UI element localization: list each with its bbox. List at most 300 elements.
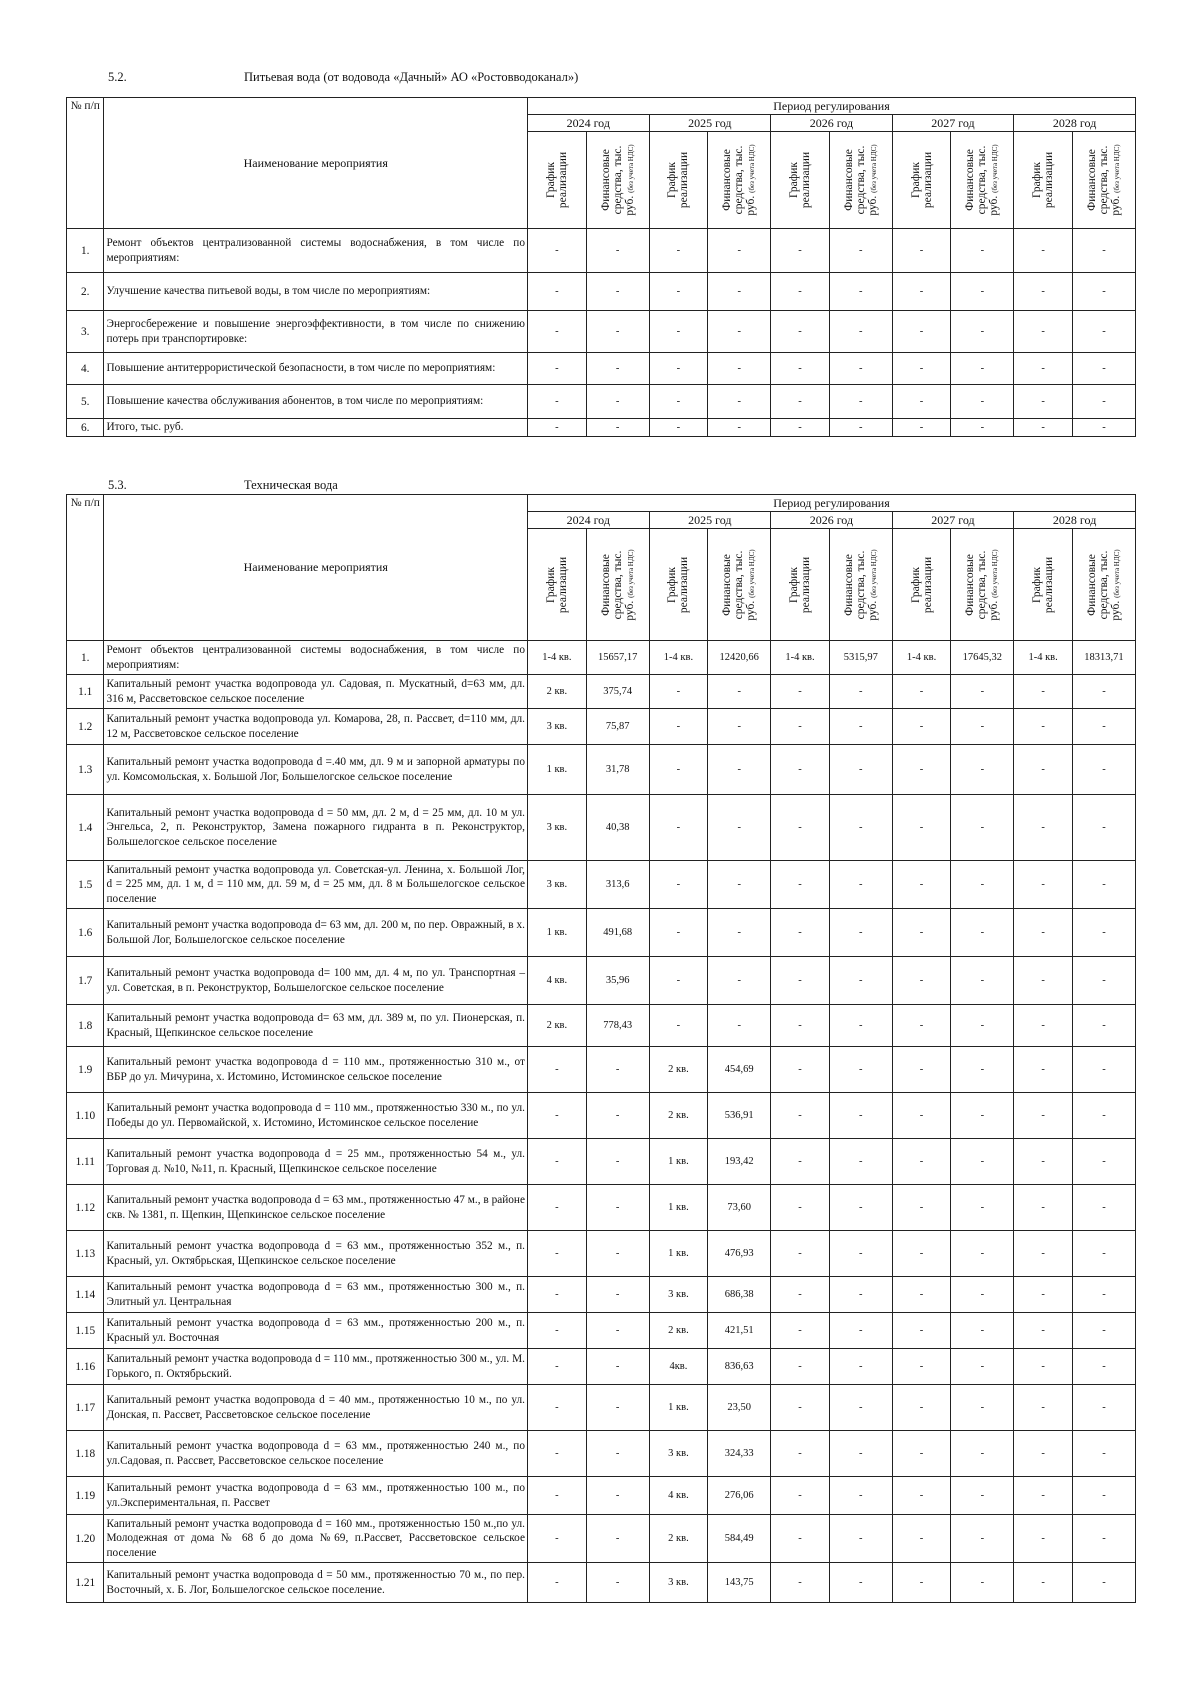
row-finance-cell: - bbox=[1072, 1277, 1135, 1313]
row-activity-name: Капитальный ремонт участка водопровода d= 63 мм, дл. 200 м, по пер. Овражный, в х. Большой Лог, Большелогское сельское поселение bbox=[104, 909, 528, 957]
finance-label-note: (без учета НДС) bbox=[748, 144, 757, 193]
row-schedule-cell: - bbox=[527, 1515, 586, 1563]
table-row bbox=[67, 385, 1136, 419]
column-header-schedule bbox=[527, 529, 586, 641]
row-finance-cell: - bbox=[951, 709, 1014, 745]
row-finance-cell: - bbox=[1072, 1563, 1135, 1603]
table-row bbox=[67, 861, 1136, 909]
row-finance-cell: - bbox=[1072, 1139, 1135, 1185]
row-finance-cell: 75,87 bbox=[586, 709, 649, 745]
row-finance-cell: - bbox=[951, 1093, 1014, 1139]
row-finance-cell: - bbox=[1072, 1431, 1135, 1477]
row-finance-cell: - bbox=[951, 745, 1014, 795]
row-schedule-cell: - bbox=[892, 311, 951, 353]
row-number: 1.8 bbox=[67, 1005, 104, 1047]
row-schedule-cell: - bbox=[527, 1047, 586, 1093]
row-finance-cell: - bbox=[1072, 709, 1135, 745]
row-schedule-cell: - bbox=[892, 419, 951, 437]
table-row bbox=[67, 1005, 1136, 1047]
row-finance-cell: - bbox=[708, 957, 771, 1005]
row-number: 1.6 bbox=[67, 909, 104, 957]
row-schedule-cell: - bbox=[1014, 1005, 1073, 1047]
row-number: 2. bbox=[67, 273, 104, 311]
row-activity-name: Капитальный ремонт участка водопровода d = 25 мм., протяженностью 54 м., ул. Торговая д. №10, №11, п. Красный, Щепкинское сельское поселение bbox=[104, 1139, 528, 1185]
row-schedule-cell: - bbox=[527, 1139, 586, 1185]
row-schedule-cell: 1 кв. bbox=[649, 1139, 708, 1185]
table-row bbox=[67, 1231, 1136, 1277]
row-schedule-cell: - bbox=[649, 311, 708, 353]
row-finance-cell: - bbox=[951, 1431, 1014, 1477]
row-schedule-cell: - bbox=[771, 273, 830, 311]
row-finance-cell: - bbox=[951, 1563, 1014, 1603]
row-schedule-cell: - bbox=[771, 861, 830, 909]
row-schedule-cell: - bbox=[1014, 861, 1073, 909]
row-number: 1.9 bbox=[67, 1047, 104, 1093]
section-number: 5.3. bbox=[108, 478, 127, 492]
row-schedule-cell: 1 кв. bbox=[527, 745, 586, 795]
row-finance-cell: - bbox=[1072, 795, 1135, 861]
row-finance-cell: - bbox=[951, 353, 1014, 385]
row-finance-cell: - bbox=[829, 1047, 892, 1093]
finance-label bbox=[600, 135, 636, 225]
finance-label-note: (без учета НДС) bbox=[991, 144, 1000, 193]
finance-label bbox=[721, 540, 757, 630]
column-header-finance bbox=[586, 529, 649, 641]
section-title: Техническая вода bbox=[244, 478, 338, 492]
row-finance-cell: - bbox=[951, 385, 1014, 419]
row-finance-cell: - bbox=[829, 1431, 892, 1477]
row-finance-cell: - bbox=[586, 1047, 649, 1093]
row-schedule-cell: 2 кв. bbox=[649, 1047, 708, 1093]
row-finance-cell: - bbox=[829, 273, 892, 311]
row-schedule-cell: - bbox=[771, 909, 830, 957]
technical-water-table bbox=[66, 494, 1136, 1603]
table-row bbox=[67, 795, 1136, 861]
row-schedule-cell: - bbox=[892, 1385, 951, 1431]
row-schedule-cell: - bbox=[892, 1231, 951, 1277]
row-finance-cell: - bbox=[1072, 1005, 1135, 1047]
row-schedule-cell: 4 кв. bbox=[527, 957, 586, 1005]
row-finance-cell: - bbox=[951, 1385, 1014, 1431]
row-number: 1.12 bbox=[67, 1185, 104, 1231]
row-schedule-cell: - bbox=[771, 1005, 830, 1047]
row-finance-cell: 324,33 bbox=[708, 1431, 771, 1477]
row-finance-cell: - bbox=[586, 229, 649, 273]
row-finance-cell: - bbox=[708, 385, 771, 419]
row-number: 1.7 bbox=[67, 957, 104, 1005]
row-number: 1.20 bbox=[67, 1515, 104, 1563]
finance-label bbox=[964, 540, 1000, 630]
row-finance-cell: - bbox=[1072, 1231, 1135, 1277]
row-schedule-cell: - bbox=[892, 1093, 951, 1139]
row-finance-cell: - bbox=[586, 1139, 649, 1185]
row-activity-name: Капитальный ремонт участка водопровода d = 63 мм., протяженностью 240 м., по ул.Садовая, п. Рассвет, Рассветовское сельское поселение bbox=[104, 1431, 528, 1477]
row-finance-cell: 584,49 bbox=[708, 1515, 771, 1563]
finance-label bbox=[600, 540, 636, 630]
row-schedule-cell: - bbox=[1014, 1313, 1073, 1349]
row-finance-cell: - bbox=[951, 1349, 1014, 1385]
row-finance-cell: - bbox=[951, 1231, 1014, 1277]
row-schedule-cell: - bbox=[892, 709, 951, 745]
row-finance-cell: - bbox=[1072, 1185, 1135, 1231]
row-finance-cell: - bbox=[586, 1431, 649, 1477]
row-schedule-cell: - bbox=[649, 957, 708, 1005]
row-schedule-cell: - bbox=[649, 675, 708, 709]
row-number: 1.14 bbox=[67, 1277, 104, 1313]
row-schedule-cell: - bbox=[771, 311, 830, 353]
row-finance-cell: 836,63 bbox=[708, 1349, 771, 1385]
row-schedule-cell: - bbox=[649, 385, 708, 419]
row-finance-cell: - bbox=[586, 1477, 649, 1515]
row-schedule-cell: - bbox=[771, 1349, 830, 1385]
row-finance-cell: 5315,97 bbox=[829, 641, 892, 675]
row-finance-cell: - bbox=[829, 909, 892, 957]
row-schedule-cell: - bbox=[892, 353, 951, 385]
column-header-number: № п/п bbox=[67, 495, 104, 641]
row-schedule-cell: - bbox=[1014, 385, 1073, 419]
row-finance-cell: - bbox=[1072, 273, 1135, 311]
row-schedule-cell: - bbox=[771, 229, 830, 273]
row-schedule-cell: - bbox=[649, 419, 708, 437]
row-finance-cell: - bbox=[1072, 1349, 1135, 1385]
row-schedule-cell: - bbox=[1014, 957, 1073, 1005]
table-row bbox=[67, 1563, 1136, 1603]
row-schedule-cell: 1 кв. bbox=[649, 1385, 708, 1431]
row-schedule-cell: - bbox=[1014, 709, 1073, 745]
row-finance-cell: 15657,17 bbox=[586, 641, 649, 675]
table-row bbox=[67, 311, 1136, 353]
row-schedule-cell: - bbox=[527, 311, 586, 353]
row-finance-cell: - bbox=[1072, 419, 1135, 437]
row-finance-cell: - bbox=[829, 745, 892, 795]
row-schedule-cell: - bbox=[1014, 1277, 1073, 1313]
row-finance-cell: - bbox=[1072, 957, 1135, 1005]
row-activity-name: Капитальный ремонт участка водопровода d= 100 мм, дл. 4 м, по ул. Транспортная – ул. Советская, в п. Реконструктор, Большелогское сельское поселение bbox=[104, 957, 528, 1005]
row-schedule-cell: - bbox=[771, 1515, 830, 1563]
row-schedule-cell: - bbox=[527, 419, 586, 437]
row-number: 1.4 bbox=[67, 795, 104, 861]
row-number: 4. bbox=[67, 353, 104, 385]
row-activity-name: Капитальный ремонт участка водопровода d = 50 мм., протяженностью 70 м., по пер. Восточный, х. Б. Лог, Большелогское сельское поселение. bbox=[104, 1563, 528, 1603]
row-activity-name: Капитальный ремонт участка водопровода d = 63 мм., протяженностью 100 м., по ул.Экспериментальная, п. Рассвет bbox=[104, 1477, 528, 1515]
row-schedule-cell: 1 кв. bbox=[649, 1185, 708, 1231]
row-schedule-cell: - bbox=[1014, 1563, 1073, 1603]
row-finance-cell: 143,75 bbox=[708, 1563, 771, 1603]
row-schedule-cell: - bbox=[527, 385, 586, 419]
row-activity-name: Ремонт объектов централизованной системы водоснабжения, в том числе по мероприятиям: bbox=[104, 641, 528, 675]
row-number: 1.10 bbox=[67, 1093, 104, 1139]
row-schedule-cell: - bbox=[771, 1385, 830, 1431]
column-header-schedule bbox=[892, 132, 951, 229]
row-number: 3. bbox=[67, 311, 104, 353]
column-header-schedule bbox=[527, 132, 586, 229]
finance-label-text: Финансовые средства, тыс. руб. bbox=[1085, 145, 1123, 216]
row-schedule-cell: - bbox=[527, 1231, 586, 1277]
row-finance-cell: - bbox=[829, 1231, 892, 1277]
row-schedule-cell: 2 кв. bbox=[649, 1313, 708, 1349]
column-header-schedule bbox=[771, 529, 830, 641]
row-finance-cell: - bbox=[586, 385, 649, 419]
row-number: 5. bbox=[67, 385, 104, 419]
row-finance-cell: - bbox=[829, 1349, 892, 1385]
column-header-year: 2025 год bbox=[649, 115, 771, 132]
column-header-finance bbox=[951, 529, 1014, 641]
row-schedule-cell: - bbox=[892, 1515, 951, 1563]
column-header-name: Наименование мероприятия bbox=[104, 495, 528, 641]
row-schedule-cell: - bbox=[771, 795, 830, 861]
row-schedule-cell: - bbox=[527, 1313, 586, 1349]
row-finance-cell: - bbox=[1072, 1477, 1135, 1515]
finance-label-text: Финансовые средства, тыс. руб. bbox=[721, 550, 758, 621]
table-row bbox=[67, 1139, 1136, 1185]
row-activity-name: Капитальный ремонт участка водопровода d = 63 мм., протяженностью 47 м., в районе скв. № 1381, п. Щепкин, Щепкинское сельское поселение bbox=[104, 1185, 528, 1231]
row-activity-name: Капитальный ремонт участка водопровода ул. Комарова, 28, п. Рассвет, d=110 мм, дл. 12 м, Рассветовское сельское поселение bbox=[104, 709, 528, 745]
row-schedule-cell: - bbox=[527, 273, 586, 311]
row-schedule-cell: - bbox=[527, 1477, 586, 1515]
finance-label-note: (без учета НДС) bbox=[626, 144, 635, 193]
row-schedule-cell: 2 кв. bbox=[649, 1515, 708, 1563]
row-schedule-cell: - bbox=[1014, 795, 1073, 861]
row-number: 1.5 bbox=[67, 861, 104, 909]
column-header-year: 2024 год bbox=[527, 115, 649, 132]
schedule-label: График реализации bbox=[666, 556, 691, 613]
row-finance-cell: - bbox=[829, 861, 892, 909]
row-finance-cell: 476,93 bbox=[708, 1231, 771, 1277]
finance-label bbox=[1086, 135, 1122, 225]
schedule-label: График реализации bbox=[787, 556, 812, 613]
row-finance-cell: - bbox=[829, 1385, 892, 1431]
row-number: 1.11 bbox=[67, 1139, 104, 1185]
row-schedule-cell: - bbox=[771, 419, 830, 437]
schedule-label: График реализации bbox=[787, 151, 812, 209]
row-finance-cell: - bbox=[586, 1515, 649, 1563]
row-finance-cell: 686,38 bbox=[708, 1277, 771, 1313]
finance-label bbox=[721, 135, 757, 225]
row-finance-cell: - bbox=[951, 1477, 1014, 1515]
row-schedule-cell: - bbox=[527, 229, 586, 273]
column-header-finance bbox=[829, 132, 892, 229]
row-schedule-cell: - bbox=[1014, 1185, 1073, 1231]
column-header-year: 2028 год bbox=[1014, 115, 1136, 132]
row-activity-name: Капитальный ремонт участка водопровода d = 40 мм., протяженностью 10 м., по ул. Донская, п. Рассвет, Рассветовское сельское поселение bbox=[104, 1385, 528, 1431]
row-finance-cell: - bbox=[708, 861, 771, 909]
row-schedule-cell: - bbox=[771, 1047, 830, 1093]
row-number: 1. bbox=[67, 641, 104, 675]
row-finance-cell: - bbox=[951, 795, 1014, 861]
row-number: 1.3 bbox=[67, 745, 104, 795]
row-finance-cell: 17645,32 bbox=[951, 641, 1014, 675]
row-finance-cell: - bbox=[586, 311, 649, 353]
row-finance-cell: - bbox=[1072, 675, 1135, 709]
table-row bbox=[67, 1477, 1136, 1515]
table-row bbox=[67, 1313, 1136, 1349]
table-row bbox=[67, 957, 1136, 1005]
row-finance-cell: - bbox=[829, 1563, 892, 1603]
row-schedule-cell: - bbox=[649, 1005, 708, 1047]
row-finance-cell: - bbox=[829, 675, 892, 709]
row-schedule-cell: - bbox=[527, 1349, 586, 1385]
column-header-year: 2027 год bbox=[892, 512, 1014, 529]
row-schedule-cell: 4кв. bbox=[649, 1349, 708, 1385]
row-finance-cell: 31,78 bbox=[586, 745, 649, 795]
row-activity-name: Капитальный ремонт участка водопровода d = 110 мм., протяженностью 310 м., от ВБР до ул. Мичурина, х. Истомино, Истоминское сельское поселение bbox=[104, 1047, 528, 1093]
column-header-period: Период регулирования bbox=[527, 98, 1135, 115]
row-activity-name: Ремонт объектов централизованной системы водоснабжения, в том числе по мероприятиям: bbox=[104, 229, 528, 273]
schedule-label: График реализации bbox=[666, 151, 691, 209]
column-header-year: 2028 год bbox=[1014, 512, 1136, 529]
row-finance-cell: - bbox=[1072, 1313, 1135, 1349]
schedule-label: График реализации bbox=[1031, 556, 1056, 613]
row-schedule-cell: 3 кв. bbox=[527, 709, 586, 745]
row-schedule-cell: - bbox=[892, 957, 951, 1005]
row-activity-name: Повышение качества обслуживания абонентов, в том числе по мероприятиям: bbox=[104, 385, 528, 419]
row-finance-cell: - bbox=[1072, 745, 1135, 795]
schedule-label: График реализации bbox=[1031, 151, 1056, 209]
row-finance-cell: - bbox=[829, 1139, 892, 1185]
row-schedule-cell: - bbox=[1014, 1477, 1073, 1515]
column-header-finance bbox=[829, 529, 892, 641]
row-schedule-cell: - bbox=[771, 675, 830, 709]
row-finance-cell: - bbox=[708, 273, 771, 311]
column-header-year: 2025 год bbox=[649, 512, 771, 529]
row-schedule-cell: - bbox=[649, 353, 708, 385]
row-schedule-cell: - bbox=[1014, 1349, 1073, 1385]
row-activity-name: Капитальный ремонт участка водопровода d= 63 мм, дл. 389 м, по ул. Пионерская, п. Красный, Щепкинское сельское поселение bbox=[104, 1005, 528, 1047]
row-finance-cell: - bbox=[586, 273, 649, 311]
column-header-schedule bbox=[771, 132, 830, 229]
row-finance-cell: - bbox=[829, 311, 892, 353]
row-finance-cell: 778,43 bbox=[586, 1005, 649, 1047]
table-row bbox=[67, 1349, 1136, 1385]
row-finance-cell: - bbox=[586, 1231, 649, 1277]
table-row bbox=[67, 675, 1136, 709]
column-header-year: 2027 год bbox=[892, 115, 1014, 132]
row-finance-cell: - bbox=[829, 1515, 892, 1563]
table-row bbox=[67, 909, 1136, 957]
row-finance-cell: - bbox=[951, 1515, 1014, 1563]
column-header-year: 2026 год bbox=[771, 115, 893, 132]
row-schedule-cell: - bbox=[892, 909, 951, 957]
row-finance-cell: - bbox=[951, 229, 1014, 273]
table-row bbox=[67, 1515, 1136, 1563]
row-finance-cell: 375,74 bbox=[586, 675, 649, 709]
finance-label-text: Финансовые средства, тыс. руб. bbox=[1085, 550, 1123, 621]
row-finance-cell: 12420,66 bbox=[708, 641, 771, 675]
column-header-year: 2024 год bbox=[527, 512, 649, 529]
row-schedule-cell: 3 кв. bbox=[527, 795, 586, 861]
row-schedule-cell: - bbox=[1014, 1431, 1073, 1477]
row-finance-cell: 35,96 bbox=[586, 957, 649, 1005]
row-finance-cell: - bbox=[829, 353, 892, 385]
row-schedule-cell: - bbox=[892, 229, 951, 273]
row-schedule-cell: - bbox=[771, 745, 830, 795]
row-schedule-cell: - bbox=[527, 1385, 586, 1431]
column-header-finance bbox=[1072, 529, 1135, 641]
column-header-finance bbox=[951, 132, 1014, 229]
row-schedule-cell: - bbox=[1014, 745, 1073, 795]
row-schedule-cell: - bbox=[1014, 1231, 1073, 1277]
row-finance-cell: 276,06 bbox=[708, 1477, 771, 1515]
row-schedule-cell: - bbox=[1014, 1093, 1073, 1139]
finance-label-text: Финансовые средства, тыс. руб. bbox=[721, 145, 758, 216]
row-activity-name: Капитальный ремонт участка водопровода d = 110 мм., протяженностью 330 м., по ул. Победы до ул. Первомайской, х. Истомино, Истоминское сельское поселение bbox=[104, 1093, 528, 1139]
row-schedule-cell: - bbox=[527, 1185, 586, 1231]
row-schedule-cell: - bbox=[892, 1431, 951, 1477]
row-schedule-cell: - bbox=[892, 1047, 951, 1093]
table-row bbox=[67, 745, 1136, 795]
row-activity-name: Улучшение качества питьевой воды, в том числе по мероприятиям: bbox=[104, 273, 528, 311]
row-activity-name: Капитальный ремонт участка водопровода d =.40 мм, дл. 9 м и запорной арматуры по ул. Комсомольская, х. Большой Лог, Большелогское сельское поселение bbox=[104, 745, 528, 795]
row-schedule-cell: 3 кв. bbox=[649, 1277, 708, 1313]
row-finance-cell: - bbox=[951, 909, 1014, 957]
schedule-label: График реализации bbox=[909, 556, 934, 613]
row-finance-cell: - bbox=[1072, 1385, 1135, 1431]
finance-label bbox=[843, 540, 879, 630]
row-schedule-cell: - bbox=[892, 795, 951, 861]
row-finance-cell: - bbox=[951, 311, 1014, 353]
row-finance-cell: - bbox=[951, 675, 1014, 709]
row-finance-cell: 40,38 bbox=[586, 795, 649, 861]
row-schedule-cell: - bbox=[1014, 311, 1073, 353]
row-schedule-cell: 2 кв. bbox=[527, 675, 586, 709]
row-finance-cell: - bbox=[708, 311, 771, 353]
column-header-period: Период регулирования bbox=[527, 495, 1135, 512]
row-finance-cell: 18313,71 bbox=[1072, 641, 1135, 675]
row-finance-cell: - bbox=[951, 1005, 1014, 1047]
row-finance-cell: - bbox=[708, 795, 771, 861]
row-schedule-cell: - bbox=[771, 709, 830, 745]
table-row bbox=[67, 419, 1136, 437]
schedule-label: График реализации bbox=[909, 151, 934, 209]
column-header-name: Наименование мероприятия bbox=[104, 98, 528, 229]
row-activity-name: Капитальный ремонт участка водопровода d = 160 мм., протяженностью 150 м.,по ул. Молодежная от дома № 68 б до дома №69, п.Рассвет, Рассветовское сельское поселение bbox=[104, 1515, 528, 1563]
row-schedule-cell: 3 кв. bbox=[649, 1563, 708, 1603]
row-number: 1. bbox=[67, 229, 104, 273]
finance-label-text: Финансовые средства, тыс. руб. bbox=[599, 145, 636, 216]
table-row bbox=[67, 1047, 1136, 1093]
row-schedule-cell: - bbox=[1014, 229, 1073, 273]
row-schedule-cell: - bbox=[892, 1005, 951, 1047]
row-finance-cell: - bbox=[829, 709, 892, 745]
row-finance-cell: - bbox=[951, 1313, 1014, 1349]
row-finance-cell: - bbox=[708, 419, 771, 437]
row-finance-cell: - bbox=[708, 909, 771, 957]
row-activity-name: Повышение антитеррористической безопасности, в том числе по мероприятиям: bbox=[104, 353, 528, 385]
row-schedule-cell: - bbox=[892, 385, 951, 419]
row-finance-cell: - bbox=[586, 1563, 649, 1603]
row-activity-name: Энергосбережение и повышение энергоэффективности, в том числе по снижению потерь при транспортировке: bbox=[104, 311, 528, 353]
row-activity-name: Капитальный ремонт участка водопровода ул. Садовая, п. Мускатный, d=63 мм, дл. 316 м, Рассветовское сельское поселение bbox=[104, 675, 528, 709]
row-schedule-cell: - bbox=[527, 353, 586, 385]
table-row bbox=[67, 229, 1136, 273]
row-number: 1.2 bbox=[67, 709, 104, 745]
row-schedule-cell: - bbox=[527, 1277, 586, 1313]
row-schedule-cell: - bbox=[892, 1477, 951, 1515]
row-schedule-cell: - bbox=[892, 1185, 951, 1231]
column-header-schedule bbox=[1014, 132, 1073, 229]
row-schedule-cell: - bbox=[771, 1277, 830, 1313]
row-schedule-cell: 4 кв. bbox=[649, 1477, 708, 1515]
section-number: 5.2. bbox=[108, 70, 127, 84]
row-schedule-cell: - bbox=[892, 1349, 951, 1385]
row-schedule-cell: - bbox=[771, 1139, 830, 1185]
table-row bbox=[67, 273, 1136, 311]
row-finance-cell: - bbox=[829, 1477, 892, 1515]
row-schedule-cell: - bbox=[527, 1431, 586, 1477]
row-finance-cell: - bbox=[586, 1385, 649, 1431]
column-header-number: № п/п bbox=[67, 98, 104, 229]
table-row bbox=[67, 641, 1136, 675]
